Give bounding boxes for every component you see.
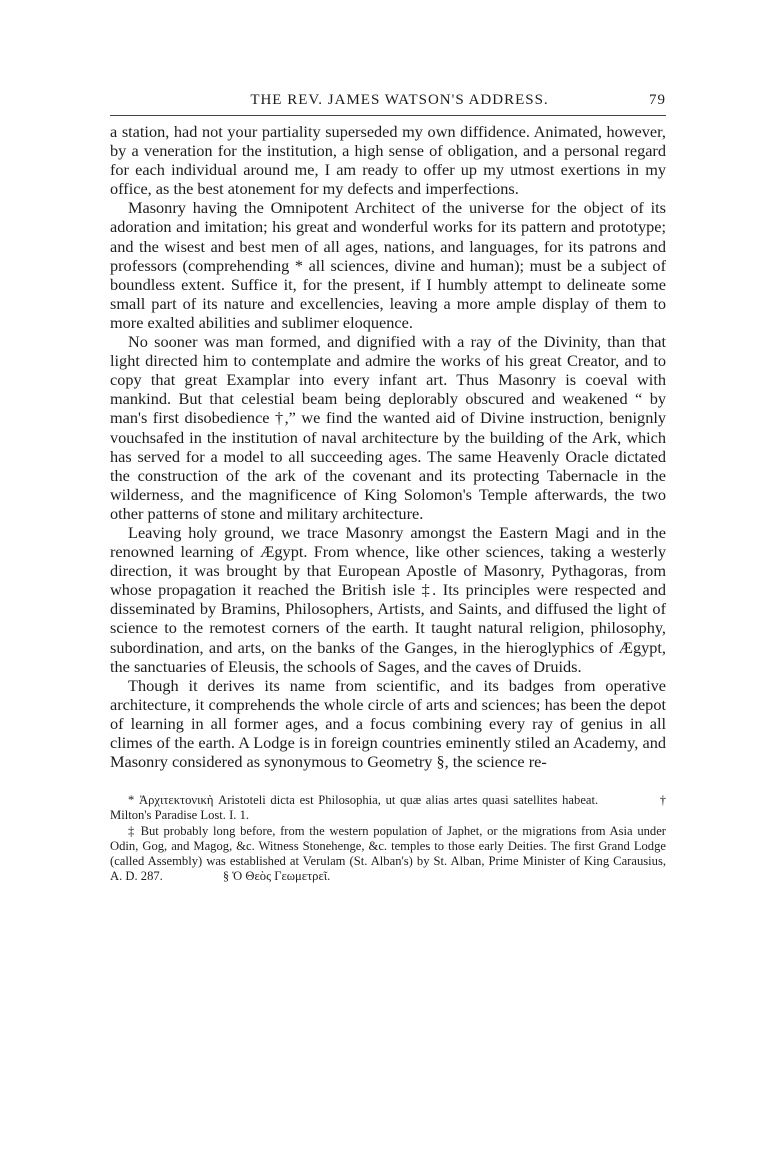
body-text	[110, 122, 666, 771]
footnote-star-text: * Ἀρχιτεκτονικὴ Aristoteli dicta est Philosophia, ut quæ alias artes quasi satellites habeat.	[128, 793, 599, 808]
paragraph-3: No sooner was man formed, and dignified with a ray of the Divinity, than that light directed him to contemplate and admire the works of his great Creator, and to copy that great Examplar into every infant art. Thus Masonry is coeval with mankind. But that celestial beam being deplorably obscured and weakened “ by man's first disobedience †,” we find the wanted aid of Divine instruction, benignly vouchsafed in the institution of naval architecture by the building of the Ark, which has served for a model to all succeeding ages. The same Heavenly Oracle dictated the construction of the ark of the covenant and its protecting Tabernacle in the wilderness, and the magnificence of King Solomon's Temple afterwards, the two other patterns of stone and military architecture.	[110, 332, 666, 523]
footnote-section-text: § Ὁ Θεὸς Γεωμετρεῖ.	[222, 869, 331, 884]
running-title: THE REV. JAMES WATSON'S ADDRESS.	[250, 92, 549, 108]
page-number: 79	[649, 92, 666, 108]
paragraph-4: Leaving holy ground, we trace Masonry amongst the Eastern Magi and in the renowned learning of Ægypt. From whence, like other sciences, taking a westerly direction, it was brought by that European Apostle of Masonry, Pythagoras, from whose propagation it reached the British isle ‡. Its principles were respected and disseminated by Bramins, Philosophers, Artists, and Saints, and diffused the light of science to the remotest corners of the earth. It taught natural religion, philosophy, subordination, and arts, on the banks of the Ganges, in the hieroglyphics of Ægypt, the sanctuaries of Eleusis, the schools of Sages, and the caves of Druids.	[110, 522, 666, 676]
paragraph-1: a station, had not your partiality superseded my own diffidence. Animated, however, by a veneration for the institution, a high sense of obligation, and a personal regard for each individual around me, I am ready to offer up my utmost exertions in my office, as the best atonement for my defects and imperfections.	[110, 122, 666, 199]
footnotes	[110, 793, 666, 884]
footnote-ddagger-text: ‡ But probably long before, from the western population of Japhet, or the migrations from Asia under Odin, Gog, and Magog, &c. Witness Stonehenge, &c. temples to those early Deities. The first Grand Lodge (called Assembly) was established at Verulam (St. Alban's) by St. Alban, Prime Minister of King Carausius, A. D. 287.	[110, 823, 666, 884]
footnote-double-dagger	[110, 824, 666, 885]
footnote-dagger-text: † Milton's Paradise Lost. I. 1.	[110, 793, 666, 823]
book-page	[110, 92, 666, 884]
footnote-star	[110, 793, 666, 823]
header-rule	[110, 115, 666, 116]
paragraph-5: Though it derives its name from scientific, and its badges from operative architecture, it comprehends the whole circle of arts and sciences; has been the depot of learning in all former ages, and a focus combining every ray of genius in all climes of the earth. A Lodge is in foreign countries eminently stiled an Academy, and Masonry considered as synonymous to Geometry §, the science re-	[110, 675, 666, 772]
paragraph-2: Masonry having the Omnipotent Architect of the universe for the object of its adoration and imitation; his great and wonderful works for its pattern and prototype; and the wisest and best men of all ages, nations, and languages, for its patrons and professors (comprehending * all sciences, divine and human); must be a subject of boundless extent. Suffice it, for the present, if I humbly attempt to delineate some small part of its nature and excellencies, leaving a more ample display of them to more exalted abilities and sublimer eloquence.	[110, 198, 666, 332]
page-header	[110, 92, 666, 115]
